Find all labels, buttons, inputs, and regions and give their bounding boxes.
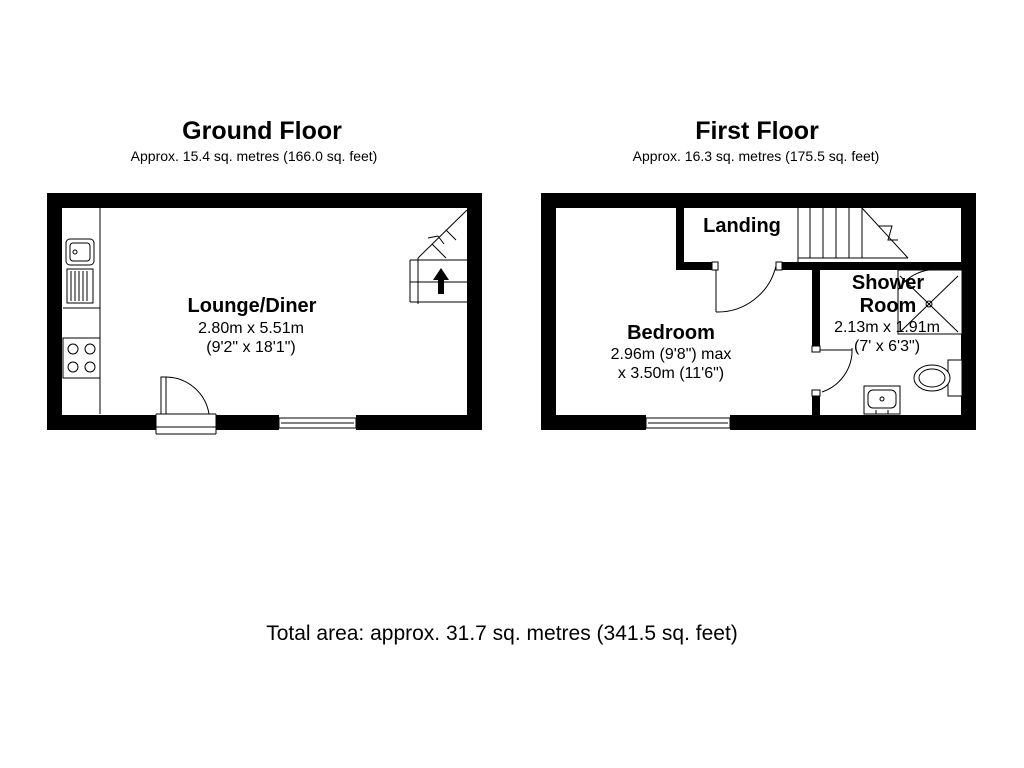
total-area: Total area: approx. 31.7 sq. metres (341.5 sq. feet) (266, 622, 738, 645)
shower-room-dimensions-imperial: (7' x 6'3") (853, 338, 921, 355)
ground-floor-area: Approx. 15.4 sq. metres (166.0 sq. feet) (130, 148, 378, 164)
shower-door-swing (822, 348, 852, 392)
ground-floor-staircase (410, 210, 467, 304)
front-door-swing (166, 377, 209, 414)
ground-floor-window (279, 414, 356, 430)
lounge-diner-name: Lounge/Diner (187, 295, 317, 317)
kitchen-units (63, 208, 100, 414)
landing-wall-left (676, 206, 684, 270)
kitchen-hob (63, 338, 100, 378)
first-floor-window (646, 414, 730, 430)
front-door-opening (156, 412, 216, 434)
wash-basin (864, 386, 900, 414)
landing-wall-bottom-left (676, 262, 716, 270)
first-floor-staircase (798, 208, 908, 266)
shower-room-name-line2: Room (859, 295, 917, 317)
ground-floor-plan (55, 201, 475, 435)
stairs-up-arrow-icon (433, 268, 449, 294)
bedroom-dimensions-line1: 2.96m (9'8") max (610, 346, 732, 363)
shower-room-name-line1: Shower (851, 272, 925, 294)
landing-door-swing (716, 266, 776, 312)
shower-room-wall (812, 262, 820, 346)
lounge-diner-dimensions-imperial: (9'2" x 18'1") (206, 339, 296, 356)
shower-room-dimensions-metric: 2.13m x 1.91m (834, 319, 940, 336)
toilet (914, 360, 962, 396)
bedroom-dimensions-line2: x 3.50m (11'6") (617, 365, 725, 382)
lounge-diner-dimensions-metric: 2.80m x 5.51m (198, 320, 304, 337)
first-floor-area: Approx. 16.3 sq. metres (175.5 sq. feet) (632, 148, 880, 164)
ground-floor-title: Ground Floor (182, 117, 342, 145)
bedroom-name: Bedroom (627, 322, 715, 344)
first-floor-title: First Floor (695, 117, 819, 145)
landing-name: Landing (703, 215, 781, 237)
front-door-leaf (161, 377, 166, 414)
